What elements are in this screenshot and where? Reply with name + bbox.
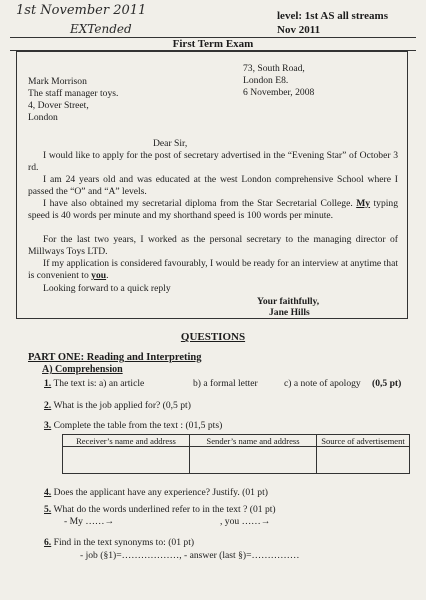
- question-number: 2.: [44, 400, 52, 411]
- exam-date: Nov 2011: [277, 24, 321, 36]
- recipient-line: London: [28, 112, 58, 123]
- question-5-my: - My ……→: [64, 516, 115, 527]
- question-number: 1.: [44, 378, 52, 389]
- sender-date: 6 November, 2008: [243, 87, 315, 98]
- letter-paragraph-3: I have also obtained my secretarial diploma from the Star Secretarial College. My typing speed is 40 words per minute and my shorthand speed is 100 words per minute.: [28, 198, 398, 221]
- table-cell[interactable]: [63, 447, 190, 474]
- question-5-you: , you ……→: [220, 516, 271, 527]
- underlined-word-you: you: [91, 270, 107, 281]
- sender-address-line: 73, South Road,: [243, 63, 305, 74]
- answer-table: [62, 434, 410, 474]
- letter-paragraph-1: I would like to apply for the post of secretary advertised in the “Evening Star” of October 3 rd.: [28, 150, 398, 173]
- question-number: 4.: [44, 487, 52, 498]
- level-label: level: 1st AS all streams: [277, 10, 389, 22]
- recipient-line: Mark Morrison: [28, 76, 87, 87]
- recipient-line: The staff manager toys.: [28, 88, 119, 99]
- sender-address-line: London E8.: [243, 75, 289, 86]
- table-header: Receiver’s name and address: [63, 435, 190, 447]
- table-header: Sender’s name and address: [190, 435, 317, 447]
- salutation: Dear Sir,: [153, 138, 188, 149]
- letter-paragraph-2: I am 24 years old and was educated at the west London comprehensive School where I passed the “O” and “A” levels.: [28, 174, 398, 197]
- question-number: 3.: [44, 420, 52, 431]
- question-1: 1. The text is: a) an article: [44, 378, 145, 389]
- table-cell[interactable]: [190, 447, 317, 474]
- question-1-option-b: b) a formal letter: [193, 378, 258, 389]
- exam-title: First Term Exam: [172, 38, 254, 50]
- question-number: 5.: [44, 504, 52, 515]
- underlined-word-my: My: [356, 198, 371, 209]
- letter-paragraph-5: If my application is considered favourably, I would be ready for an interview at anytime that is convenient to you.: [28, 258, 398, 281]
- table-header: Source of advertisement: [317, 435, 410, 447]
- question-number: 6.: [44, 537, 52, 548]
- recipient-line: 4, Dover Street,: [28, 100, 89, 111]
- question-1-points: (0,5 pt): [372, 378, 402, 389]
- question-6: 6. Find in the text synonyms to: (01 pt): [44, 537, 195, 548]
- letter-box: [16, 51, 408, 319]
- closing: Your faithfully,: [257, 296, 320, 307]
- letter-paragraph-4: For the last two years, I worked as the personal secretary to the managing director of Millways Toys LTD.: [28, 234, 398, 257]
- questions-heading: QUESTIONS: [180, 331, 246, 343]
- part-one-heading: PART ONE: Reading and Interpreting: [28, 352, 202, 363]
- question-6-line: - job (§1)=………………, - answer (last §)=……………: [80, 550, 300, 561]
- question-4: 4. Does the applicant have any experience? Justify. (01 pt): [44, 487, 268, 498]
- question-1-option-c: c) a note of apology: [284, 378, 361, 389]
- handwritten-date: 1st November 2011: [16, 3, 147, 18]
- table-cell[interactable]: [317, 447, 410, 474]
- handwritten-note: EXTended: [70, 22, 132, 36]
- question-5: 5. What do the words underlined refer to in the text ? (01 pt): [44, 504, 276, 515]
- signature: Jane Hills: [269, 307, 310, 318]
- question-3: 3. Complete the table from the text : (01,5 pts): [44, 420, 223, 431]
- section-a-heading: A) Comprehension: [42, 364, 123, 375]
- question-2: 2. What is the job applied for? (0,5 pt): [44, 400, 191, 411]
- letter-paragraph-6: Looking forward to a quick reply: [43, 283, 171, 294]
